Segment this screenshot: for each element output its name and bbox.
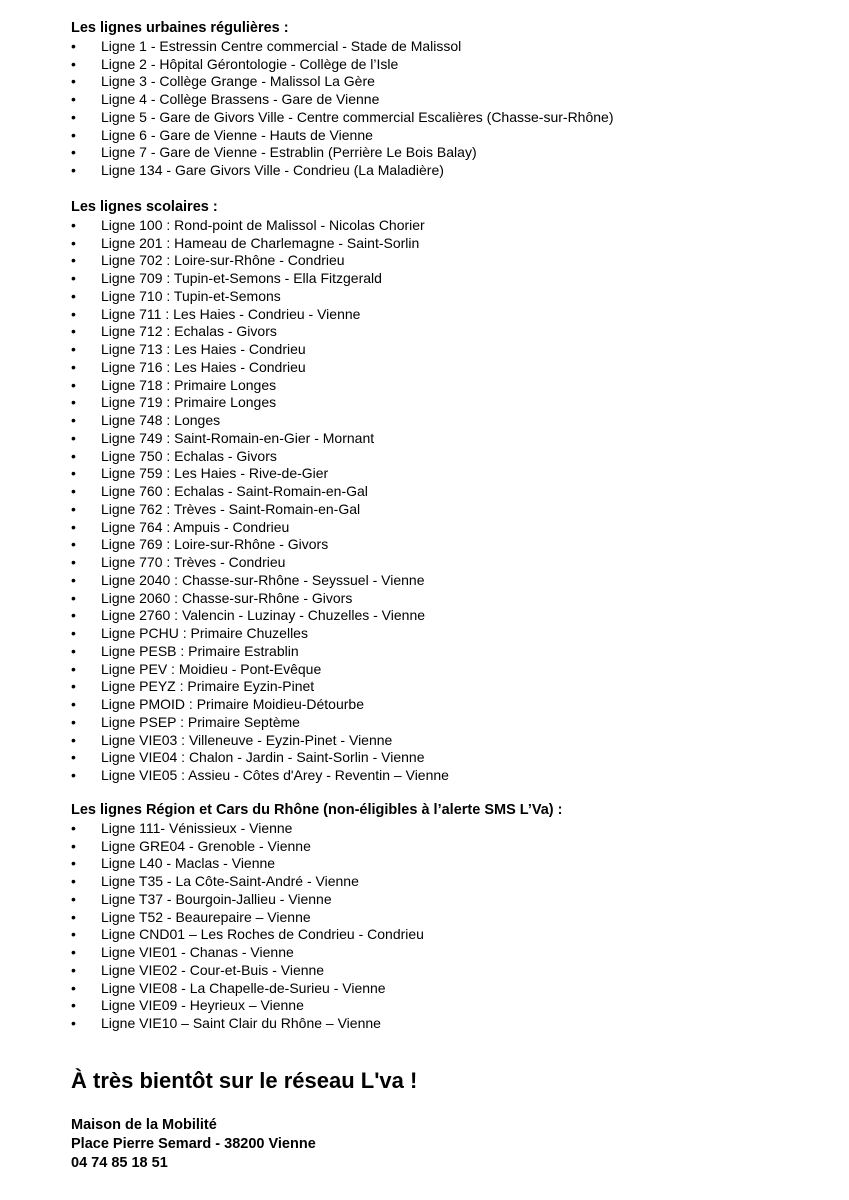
list-item-text: Ligne 2060 : Chasse-sur-Rhône - Givors bbox=[101, 589, 353, 606]
list-item bbox=[71, 732, 829, 750]
bullet-icon: • bbox=[71, 394, 76, 411]
bullet-icon: • bbox=[71, 660, 76, 677]
list-item bbox=[71, 501, 829, 519]
bullet-icon: • bbox=[71, 216, 76, 233]
bullet-icon: • bbox=[71, 642, 76, 659]
list-item bbox=[71, 341, 829, 359]
list-item-text: Ligne 7 - Gare de Vienne - Estrablin (Perrière Le Bois Balay) bbox=[101, 144, 477, 161]
bullet-icon: • bbox=[71, 144, 76, 161]
list-item-text: Ligne VIE10 – Saint Clair du Rhône – Vienne bbox=[101, 1015, 381, 1031]
bullet-icon: • bbox=[71, 961, 76, 978]
section-heading: Les lignes scolaires : bbox=[71, 199, 218, 215]
list-item-text: Ligne T37 - Bourgoin-Jallieu - Vienne bbox=[101, 890, 332, 907]
contact-address: Place Pierre Semard - 38200 Vienne bbox=[71, 1136, 316, 1152]
list-item bbox=[71, 448, 829, 466]
list-item bbox=[71, 607, 829, 625]
list-item bbox=[71, 1015, 829, 1033]
list-item bbox=[71, 536, 829, 554]
bullet-icon: • bbox=[71, 749, 76, 766]
list-item-text: Ligne 762 : Trèves - Saint-Romain-en-Gal bbox=[101, 500, 361, 517]
bullet-icon: • bbox=[71, 73, 76, 90]
bullet-icon: • bbox=[71, 270, 76, 286]
list-item bbox=[71, 519, 829, 537]
list-item-text: Ligne 111- Vénissieux - Vienne bbox=[101, 819, 293, 836]
list-item bbox=[71, 767, 829, 785]
list-item bbox=[71, 144, 829, 162]
contact-phone: 04 74 85 18 51 bbox=[71, 1155, 168, 1171]
list-item-text: Ligne 713 : Les Haies - Condrieu bbox=[101, 341, 306, 357]
list-item bbox=[71, 572, 829, 590]
list-item bbox=[71, 483, 829, 501]
list-item-text: Ligne 760 : Echalas - Saint-Romain-en-Gal bbox=[101, 483, 368, 499]
list-item-text: Ligne PCHU : Primaire Chuzelles bbox=[101, 625, 308, 641]
closing-heading: À très bientôt sur le réseau L'va ! bbox=[71, 1068, 418, 1093]
list-item bbox=[71, 465, 829, 483]
bullet-icon: • bbox=[71, 465, 76, 482]
list-item-text: Ligne VIE05 : Assieu - Côtes d'Arey - Reventin – Vienne bbox=[101, 767, 449, 783]
list-item bbox=[71, 696, 829, 714]
list-item bbox=[71, 926, 829, 944]
bullet-icon: • bbox=[71, 908, 76, 925]
list-item bbox=[71, 394, 829, 412]
bullet-icon: • bbox=[71, 162, 76, 178]
bullet-icon: • bbox=[71, 607, 76, 624]
list-item bbox=[71, 590, 829, 608]
list-item-text: Ligne 2760 : Valencin - Luzinay - Chuzelles - Vienne bbox=[101, 607, 426, 624]
list-item bbox=[71, 252, 829, 270]
list-item-text: Ligne 748 : Longes bbox=[101, 412, 221, 428]
list-item-text: Ligne 702 : Loire-sur-Rhône - Condrieu bbox=[101, 252, 345, 269]
list-item bbox=[71, 661, 829, 679]
list-item bbox=[71, 980, 829, 998]
section-region bbox=[71, 802, 829, 1033]
bullet-icon: • bbox=[71, 890, 76, 907]
list-item-text: Ligne 750 : Echalas - Givors bbox=[101, 447, 277, 464]
bullet-icon: • bbox=[71, 926, 76, 943]
list-item-text: Ligne 1 - Estressin Centre commercial - Stade de Malissol bbox=[101, 37, 462, 54]
bullet-icon: • bbox=[71, 341, 76, 357]
list-item bbox=[71, 997, 829, 1015]
list-item bbox=[71, 306, 829, 324]
bullet-icon: • bbox=[71, 944, 76, 960]
line-list bbox=[71, 38, 829, 180]
bullet-icon: • bbox=[71, 412, 76, 428]
list-item-text: Ligne 2040 : Chasse-sur-Rhône - Seyssuel - Vienne bbox=[101, 571, 425, 588]
list-item-text: Ligne 759 : Les Haies - Rive-de-Gier bbox=[101, 465, 329, 482]
bullet-icon: • bbox=[71, 108, 76, 125]
bullet-icon: • bbox=[71, 678, 76, 695]
line-list bbox=[71, 820, 829, 1033]
list-item-text: Ligne PESB : Primaire Estrablin bbox=[101, 642, 299, 659]
list-item-text: Ligne VIE02 - Cour-et-Buis - Vienne bbox=[101, 961, 325, 978]
contact-block bbox=[71, 1116, 316, 1173]
bullet-icon: • bbox=[71, 287, 76, 304]
list-item bbox=[71, 412, 829, 430]
section-urbaines bbox=[71, 20, 829, 180]
bullet-icon: • bbox=[71, 767, 76, 783]
list-item bbox=[71, 73, 829, 91]
bullet-icon: • bbox=[71, 429, 76, 446]
list-item-text: Ligne T35 - La Côte-Saint-André - Vienne bbox=[101, 873, 359, 889]
bullet-icon: • bbox=[71, 625, 76, 641]
list-item-text: Ligne PEV : Moidieu - Pont-Evêque bbox=[101, 660, 322, 677]
list-item bbox=[71, 127, 829, 145]
list-item bbox=[71, 838, 829, 856]
list-item-text: Ligne 100 : Rond-point de Malissol - Nicolas Chorier bbox=[101, 216, 425, 233]
bullet-icon: • bbox=[71, 997, 76, 1014]
bullet-icon: • bbox=[71, 305, 76, 322]
list-item bbox=[71, 91, 829, 109]
list-item-text: Ligne 3 - Collège Grange - Malissol La Gère bbox=[101, 73, 375, 90]
list-item bbox=[71, 820, 829, 838]
bullet-icon: • bbox=[71, 500, 76, 517]
contact-name: Maison de la Mobilité bbox=[71, 1117, 217, 1133]
bullet-icon: • bbox=[71, 837, 76, 854]
list-item-text: Ligne 719 : Primaire Longes bbox=[101, 394, 277, 411]
bullet-icon: • bbox=[71, 518, 76, 535]
bullet-icon: • bbox=[71, 55, 76, 72]
list-item bbox=[71, 323, 829, 341]
list-item-text: Ligne 5 - Gare de Givors Ville - Centre commercial Escalières (Chasse-sur-Rhône) bbox=[101, 108, 614, 125]
section-heading: Les lignes urbaines régulières : bbox=[71, 20, 289, 36]
bullet-icon: • bbox=[71, 252, 76, 269]
list-item-text: Ligne 718 : Primaire Longes bbox=[101, 376, 277, 393]
bullet-icon: • bbox=[71, 1015, 76, 1031]
bullet-icon: • bbox=[71, 979, 76, 996]
bullet-icon: • bbox=[71, 589, 76, 606]
line-list bbox=[71, 217, 829, 785]
list-item bbox=[71, 855, 829, 873]
list-item-text: Ligne 716 : Les Haies - Condrieu bbox=[101, 358, 306, 375]
bullet-icon: • bbox=[71, 323, 76, 340]
list-item bbox=[71, 873, 829, 891]
list-item bbox=[71, 909, 829, 927]
list-item-text: Ligne 4 - Collège Brassens - Gare de Vienne bbox=[101, 91, 380, 107]
list-item-text: Ligne 764 : Ampuis - Condrieu bbox=[101, 518, 290, 535]
bullet-icon: • bbox=[71, 91, 76, 107]
list-item-text: Ligne VIE03 : Villeneuve - Eyzin-Pinet - Vienne bbox=[101, 731, 393, 748]
list-item bbox=[71, 749, 829, 767]
list-item bbox=[71, 162, 829, 180]
bullet-icon: • bbox=[71, 713, 76, 730]
bullet-icon: • bbox=[71, 447, 76, 464]
list-item-text: Ligne VIE09 - Heyrieux – Vienne bbox=[101, 997, 304, 1014]
section-heading: Les lignes Région et Cars du Rhône (non-éligibles à l’alerte SMS L’Va) : bbox=[71, 802, 563, 818]
list-item bbox=[71, 109, 829, 127]
list-item-text: Ligne 134 - Gare Givors Ville - Condrieu (La Maladière) bbox=[101, 162, 444, 178]
bullet-icon: • bbox=[71, 855, 76, 872]
list-item bbox=[71, 270, 829, 288]
list-item-text: Ligne PSEP : Primaire Septème bbox=[101, 713, 300, 730]
bullet-icon: • bbox=[71, 873, 76, 889]
list-item-text: Ligne 710 : Tupin-et-Semons bbox=[101, 287, 281, 304]
list-item bbox=[71, 714, 829, 732]
list-item-text: Ligne PMOID : Primaire Moidieu-Détourbe bbox=[101, 696, 364, 712]
list-item-text: Ligne 6 - Gare de Vienne - Hauts de Vienne bbox=[101, 126, 373, 143]
list-item-text: Ligne L40 - Maclas - Vienne bbox=[101, 855, 276, 872]
bullet-icon: • bbox=[71, 536, 76, 553]
list-item bbox=[71, 377, 829, 395]
list-item bbox=[71, 554, 829, 572]
list-item bbox=[71, 962, 829, 980]
list-item-text: Ligne 2 - Hôpital Gérontologie - Collège de l’Isle bbox=[101, 55, 399, 72]
list-item bbox=[71, 643, 829, 661]
bullet-icon: • bbox=[71, 376, 76, 393]
list-item bbox=[71, 217, 829, 235]
list-item-text: Ligne CND01 – Les Roches de Condrieu - Condrieu bbox=[101, 926, 424, 943]
bullet-icon: • bbox=[71, 731, 76, 748]
list-item bbox=[71, 359, 829, 377]
bullet-icon: • bbox=[71, 483, 76, 499]
list-item bbox=[71, 678, 829, 696]
bullet-icon: • bbox=[71, 37, 76, 54]
bullet-icon: • bbox=[71, 819, 76, 836]
list-item bbox=[71, 56, 829, 74]
list-item-text: Ligne 201 : Hameau de Charlemagne - Saint-Sorlin bbox=[101, 234, 420, 251]
list-item-text: Ligne 712 : Echalas - Givors bbox=[101, 323, 277, 340]
list-item bbox=[71, 235, 829, 253]
bullet-icon: • bbox=[71, 554, 76, 570]
bullet-icon: • bbox=[71, 126, 76, 143]
list-item bbox=[71, 430, 829, 448]
bullet-icon: • bbox=[71, 696, 76, 712]
list-item-text: Ligne PEYZ : Primaire Eyzin-Pinet bbox=[101, 678, 315, 695]
list-item-text: Ligne GRE04 - Grenoble - Vienne bbox=[101, 837, 311, 854]
list-item bbox=[71, 891, 829, 909]
section-scolaires bbox=[71, 199, 829, 785]
bullet-icon: • bbox=[71, 234, 76, 251]
list-item bbox=[71, 38, 829, 56]
list-item-text: Ligne VIE08 - La Chapelle-de-Surieu - Vienne bbox=[101, 979, 386, 996]
list-item-text: Ligne 769 : Loire-sur-Rhône - Givors bbox=[101, 536, 329, 553]
list-item-text: Ligne 749 : Saint-Romain-en-Gier - Mornant bbox=[101, 429, 375, 446]
list-item-text: Ligne 770 : Trèves - Condrieu bbox=[101, 554, 286, 570]
bullet-icon: • bbox=[71, 571, 76, 588]
list-item-text: Ligne VIE01 - Chanas - Vienne bbox=[101, 944, 294, 960]
list-item-text: Ligne 711 : Les Haies - Condrieu - Vienne bbox=[101, 305, 361, 322]
list-item-text: Ligne VIE04 : Chalon - Jardin - Saint-Sorlin - Vienne bbox=[101, 749, 425, 766]
list-item bbox=[71, 944, 829, 962]
bullet-icon: • bbox=[71, 358, 76, 375]
list-item-text: Ligne 709 : Tupin-et-Semons - Ella Fitzgerald bbox=[101, 270, 382, 286]
list-item-text: Ligne T52 - Beaurepaire – Vienne bbox=[101, 908, 311, 925]
list-item bbox=[71, 625, 829, 643]
list-item bbox=[71, 288, 829, 306]
